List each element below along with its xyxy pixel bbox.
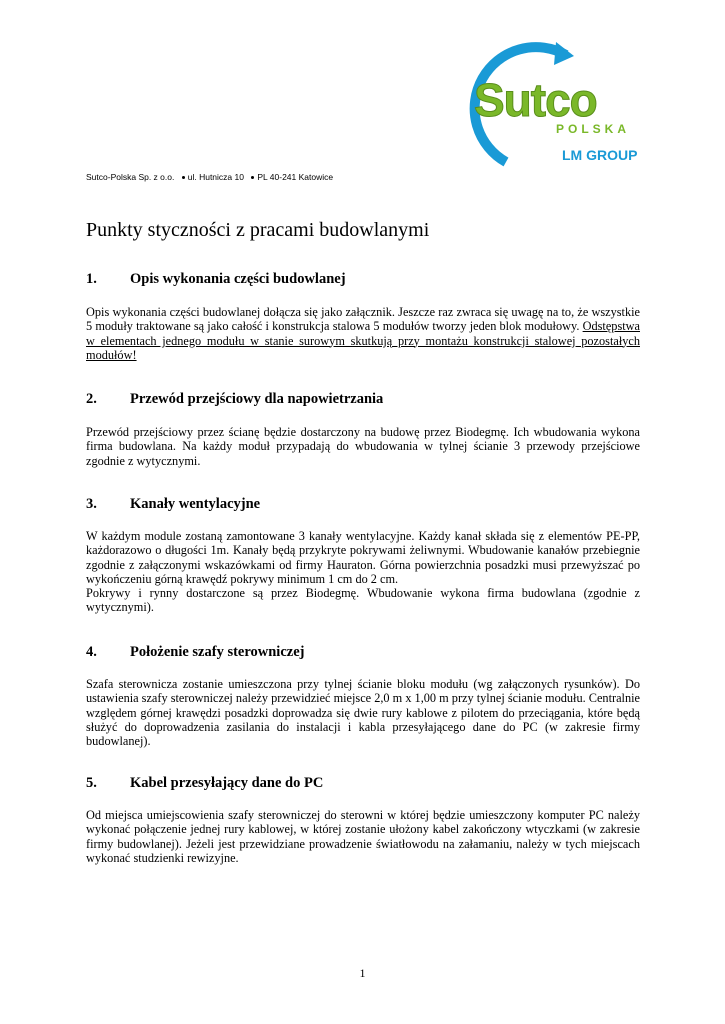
- section-underlined-text: Odstępstwa w elementach jednego modułu w stanie surowym skutkują przy montażu konstrukcji stalowej pozostałych modułów!: [86, 319, 640, 362]
- section-heading-4: [86, 644, 304, 661]
- section-heading-2: [86, 391, 383, 408]
- bullet-icon: [182, 176, 185, 179]
- section-number: 3.: [86, 496, 97, 512]
- section-number: 4.: [86, 644, 97, 660]
- section-title: Opis wykonania części budowlanej: [130, 271, 346, 287]
- company-address: [86, 172, 333, 182]
- section-title: Położenie szafy sterowniczej: [130, 644, 305, 660]
- bullet-icon: [251, 176, 254, 179]
- section-title: Kanały wentylacyjne: [130, 496, 261, 512]
- page-number: 1: [359, 966, 366, 980]
- section-text: W każdym module zostaną zamontowane 3 kanały wentylacyjne. Każdy kanał składa się z elementów PE-PP, każdorazowo o długości 1m. Kanały będą przykryte pokrywami żeliwnymi. Wbudowanie kanałów przebiegnie zgodnie z załączonymi wskazówkami od firmy Hauraton. Górna powierzchnia posadzki musi przewyższać po wykończeniu górną krawędź pokrywy minimum 1 cm do 2 cm.: [86, 529, 640, 586]
- company-street: ul. Hutnicza 10: [187, 172, 244, 182]
- logo-brand-text: Sutco: [474, 74, 597, 126]
- section-heading-3: [86, 496, 260, 513]
- section-title: Przewód przejściowy dla napowietrzania: [130, 391, 384, 407]
- section-number: 2.: [86, 391, 97, 407]
- logo-sub-text: POLSKA: [556, 122, 631, 136]
- sutco-logo: [448, 38, 638, 174]
- document-title: Punkty styczności z pracami budowlanymi: [86, 219, 430, 241]
- logo-group-text: LM GROUP: [562, 147, 638, 163]
- section-text: Pokrywy i rynny dostarczone są przez Biodegmę. Wbudowanie wykona firma budowlana (zgodnie z wytycznymi).: [86, 586, 640, 615]
- section-number: 1.: [86, 271, 97, 287]
- section-body-5: Od miejsca umiejscowienia szafy sterowniczej do sterowni w której będzie umieszczony komputer PC należy wykonać połączenie jednej rury kablowej, w której zostanie ułożony kabel zakończony wtyczkami (w zakresie firmy budowlanej). Jeżeli jest przewidziane prowadzenie światłowodu na załamaniu, należy w tych miejscach wykonać studzienki rewizyjne.: [86, 808, 640, 865]
- section-number: 5.: [86, 775, 97, 791]
- section-body-1: [86, 305, 640, 362]
- section-body-2: Przewód przejściowy przez ścianę będzie dostarczony na budowę przez Biodegmę. Ich wbudowania wykona firma budowlana. Na każdy moduł przypadają do wbudowania w tylnej ścianie 3 przewody przejściowe zgodnie z wytycznymi.: [86, 425, 640, 468]
- section-body-3: [86, 529, 640, 615]
- section-heading-1: [86, 271, 346, 288]
- section-heading-5: [86, 775, 323, 792]
- company-name: Sutco-Polska Sp. z o.o.: [86, 172, 175, 182]
- company-city: PL 40-241 Katowice: [257, 172, 334, 182]
- logo-arrowhead: [554, 42, 574, 65]
- section-title: Kabel przesyłający dane do PC: [130, 775, 324, 791]
- section-body-4: Szafa sterownicza zostanie umieszczona przy tylnej ścianie bloku modułu (wg załączonych rysunków). Do ustawienia szafy sterowniczej należy przewidzieć miejsce 2,0 m x 1,00 m przy tylnej ścianie modułu. Centralnie względem górnej krawędzi posadzki doprowadza się dwie rury kablowe z pilotem do przeciągania, które będą służyć do doprowadzenia zasilania do instalacji i kabla przesyłającego dane do PC (w zakresie firmy budowlanej).: [86, 677, 640, 749]
- section-text: Opis wykonania części budowlanej dołącza się jako załącznik. Jeszcze raz zwraca się uwagę na to, że wszystkie 5 moduły traktowane są jako całość i konstrukcja stalowa 5 modułów tworzy jeden blok modułowy.: [86, 305, 640, 334]
